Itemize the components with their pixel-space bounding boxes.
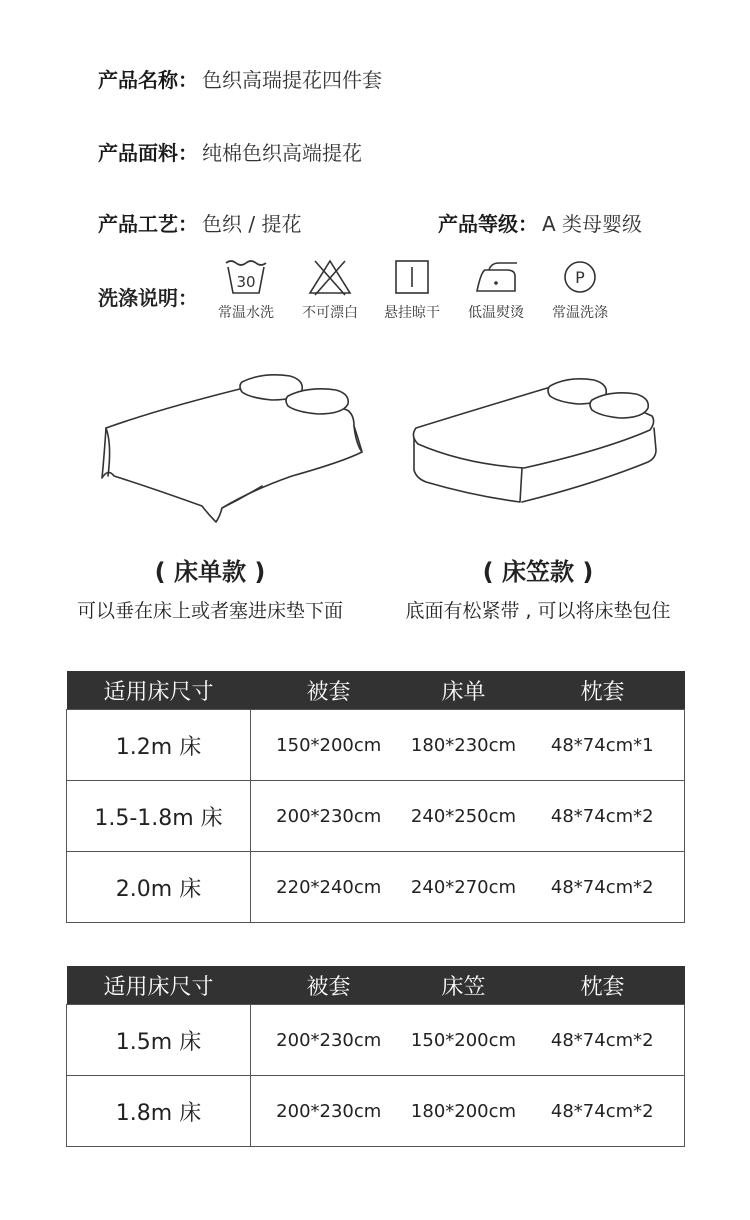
size-table-fitted-sheet [66,966,685,1147]
spec-craft-value: 色织 / 提花 [202,212,302,236]
fitted-style-desc: 底面有松紧带 , 可以将床垫包住 [405,600,671,622]
no-bleach-icon [307,258,353,296]
spec-grade-label: 产品等级： [438,212,538,236]
table-row [67,1005,685,1076]
spec-name-label: 产品名称： [98,68,198,92]
pillowcase-cell: 48*74cm*1 [521,710,685,781]
wash-caption: 低温熨烫 [468,305,524,321]
col-header-pillowcase: 枕套 [521,671,685,710]
bed-size-cell: 1.8m 床 [67,1076,251,1147]
spec-grade [438,208,642,237]
sheet-style-title: ( 床单款 ) [154,558,266,586]
size-table-flat-sheet [66,671,685,923]
spec-name-value: 色织高瑞提花四件套 [202,68,382,92]
spec-fabric-label: 产品面料： [98,141,198,165]
wash-temp-text: 30 [236,273,256,291]
wash-caption: 常温水洗 [218,305,274,321]
wash-item-no-bleach [287,258,373,322]
table-header-row [67,966,685,1005]
fitted-sheet-cell: 150*200cm [407,1005,521,1076]
wash-30-icon [223,258,269,296]
spec-name [98,64,382,93]
fitted-sheet-cell: 180*200cm [407,1076,521,1147]
sheet-cell: 180*230cm [407,710,521,781]
col-header-bed-size: 适用床尺寸 [67,966,251,1005]
spec-grade-value: A 类母婴级 [542,212,643,236]
col-header-bed-size: 适用床尺寸 [67,671,251,710]
sheet-style-desc: 可以垂在床上或者塞进床垫下面 [76,600,343,622]
bed-size-cell: 1.5-1.8m 床 [67,781,251,852]
table-header-row [67,671,685,710]
spec-fabric [98,137,362,166]
col-header-duvet: 被套 [251,671,407,710]
dry-clean-text: P [575,268,585,287]
wash-caption: 不可漂白 [302,305,358,321]
fitted-style-title: ( 床笠款 ) [482,558,594,586]
wash-item-30 [203,258,289,322]
hang-dry-icon [389,258,435,296]
table-row [67,710,685,781]
duvet-cell: 220*240cm [251,852,407,923]
wash-item-dry-clean [537,258,623,322]
duvet-cell: 150*200cm [251,710,407,781]
duvet-cell: 200*230cm [251,1076,407,1147]
wash-item-hang-dry [369,258,455,322]
sheet-cell: 240*250cm [407,781,521,852]
pillowcase-cell: 48*74cm*2 [521,1076,685,1147]
col-header-sheet: 床单 [407,671,521,710]
wash-item-low-iron [453,258,539,322]
dry-clean-icon [557,258,603,296]
table-row [67,852,685,923]
spec-fabric-value: 纯棉色织高端提花 [202,141,362,165]
washing-label: 洗涤说明： [98,286,198,310]
bed-size-cell: 1.2m 床 [67,710,251,781]
wash-caption: 常温洗涤 [552,305,608,321]
col-header-pillowcase: 枕套 [521,966,685,1005]
col-header-fitted-sheet: 床笠 [407,966,521,1005]
bed-size-cell: 1.5m 床 [67,1005,251,1076]
sheet-cell: 240*270cm [407,852,521,923]
pillowcase-cell: 48*74cm*2 [521,1005,685,1076]
spec-craft-label: 产品工艺： [98,212,198,236]
pillowcase-cell: 48*74cm*2 [521,781,685,852]
flat-sheet-bed-illustration [92,368,372,528]
table-row [67,781,685,852]
table-row [67,1076,685,1147]
bed-size-cell: 2.0m 床 [67,852,251,923]
duvet-cell: 200*230cm [251,781,407,852]
col-header-duvet: 被套 [251,966,407,1005]
low-iron-icon [471,258,521,296]
wash-caption: 悬挂晾干 [384,305,440,321]
fitted-sheet-bed-illustration [404,372,666,518]
spec-craft [98,208,301,237]
pillowcase-cell: 48*74cm*2 [521,852,685,923]
duvet-cell: 200*230cm [251,1005,407,1076]
